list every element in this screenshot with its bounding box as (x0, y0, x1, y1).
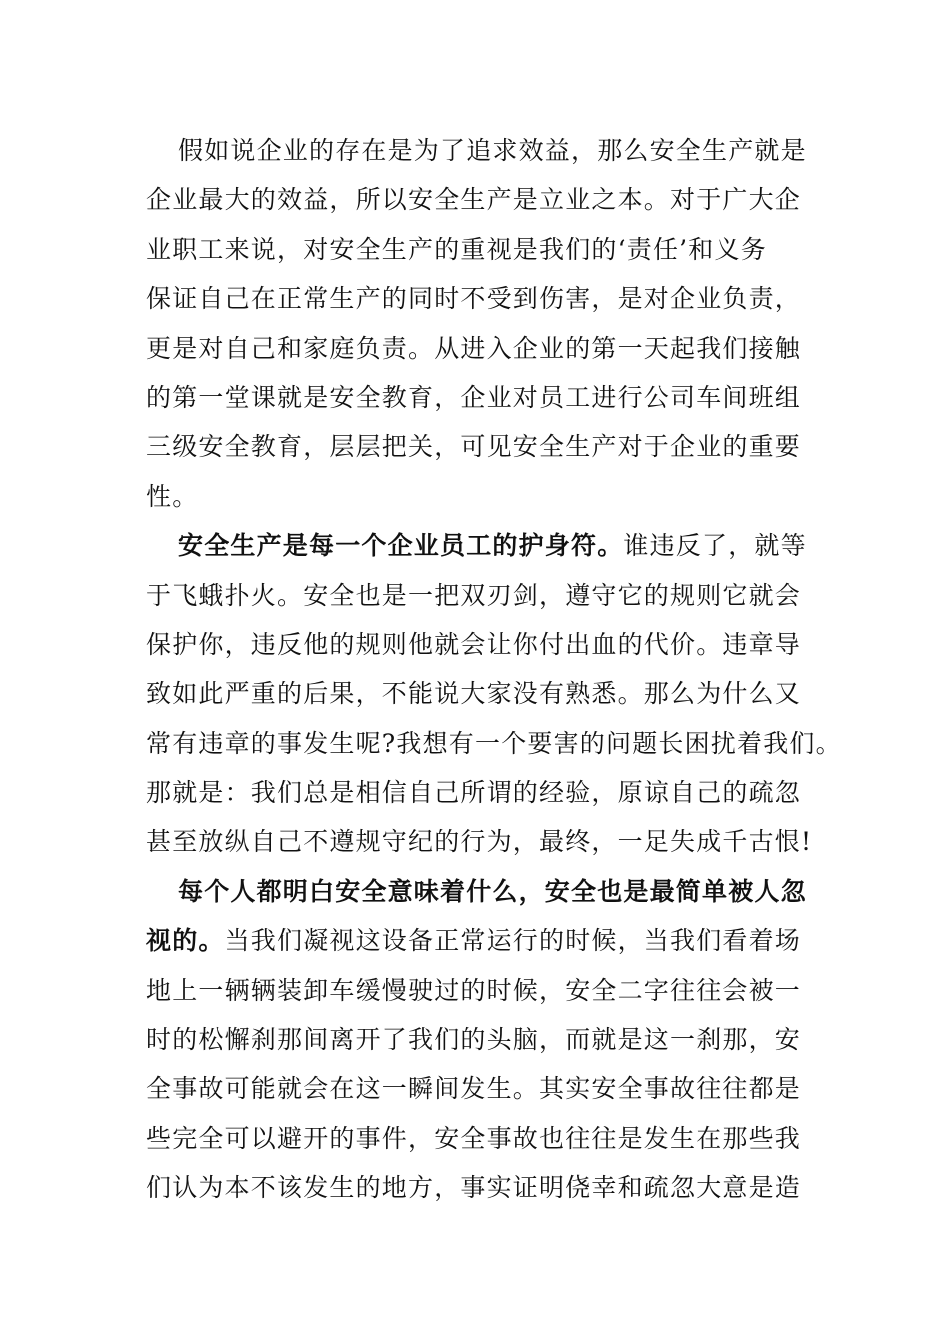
text-line (146, 472, 826, 521)
text-line (146, 817, 826, 866)
text-segment: 那就是：我们总是相信自己所谓的经验，原谅自己的疏忽 (146, 778, 802, 808)
text-line (146, 966, 826, 1015)
text-segment: 的第一堂课就是安全教育，企业对员工进行公司车间班组 (146, 382, 802, 412)
text-line (146, 422, 826, 471)
body-text (146, 126, 842, 1213)
text-line (146, 867, 826, 916)
text-segment: 业职工来说，对安全生产的重视是我们的‘责任’和义务 (146, 234, 767, 264)
text-line (146, 1114, 826, 1163)
text-line (146, 225, 826, 274)
text-line (146, 620, 826, 669)
text-segment: 保证自己在正常生产的同时不受到伤害，是对企业负责， (146, 284, 802, 314)
text-line (146, 274, 826, 323)
bold-heading-segment: 安全生产是每一个企业员工的护身符。 (178, 531, 624, 561)
text-segment: 更是对自己和家庭负责。从进入企业的第一天起我们接触 (146, 333, 802, 363)
text-line (146, 175, 826, 224)
text-line (146, 324, 826, 373)
text-segment: 常有违章的事发生呢?我想有一个要害的问题长困扰着我们。 (146, 728, 842, 758)
text-line (146, 521, 826, 570)
text-line (146, 669, 826, 718)
text-segment: 假如说企业的存在是为了追求效益，那么安全生产就是 (178, 136, 807, 165)
text-line (146, 571, 826, 620)
bold-heading-segment: 视的。 (146, 926, 225, 956)
text-segment: 致如此严重的后果，不能说大家没有熟悉。那么为什么又 (146, 679, 802, 709)
text-segment: 当我们凝视这设备正常运行的时候，当我们看着场 (224, 926, 802, 956)
text-line (146, 126, 826, 175)
text-line (146, 1163, 826, 1212)
text-line (146, 373, 826, 422)
text-segment: 些完全可以避开的事件，安全事故也往往是发生在那些我 (146, 1123, 802, 1153)
text-segment: 甚至放纵自己不遵规守纪的行为，最终，一足失成千古恨! (146, 827, 813, 857)
text-line (146, 719, 842, 768)
text-segment: 地上一辆辆装卸车缓慢驶过的时候，安全二字往往会被一 (146, 975, 802, 1005)
text-segment: 三级安全教育，层层把关，可见安全生产对于企业的重要 (146, 432, 802, 462)
text-segment: 全事故可能就会在这一瞬间发生。其实安全事故往往都是 (146, 1074, 802, 1104)
text-segment: 于飞蛾扑火。安全也是一把双刃剑，遵守它的规则它就会 (146, 580, 802, 610)
text-segment: 性。 (146, 481, 199, 511)
bold-heading-segment: 每个人都明白安全意味着什么，安全也是最简单被人忽 (178, 876, 807, 906)
text-line (146, 916, 826, 965)
text-segment: 企业最大的效益，所以安全生产是立业之本。对于广大企 (146, 185, 802, 215)
text-line (146, 1064, 826, 1113)
text-segment: 保护你，违反他的规则他就会让你付出血的代价。违章导 (146, 629, 802, 659)
text-segment: 时的松懈刹那间离开了我们的头脑，而就是这一刹那，安 (146, 1025, 802, 1055)
text-segment: 们认为本不该发生的地方，事实证明侥幸和疏忽大意是造 (146, 1173, 802, 1203)
text-line (146, 1015, 826, 1064)
text-line (146, 768, 826, 817)
text-segment: 谁违反了，就等 (623, 531, 807, 561)
